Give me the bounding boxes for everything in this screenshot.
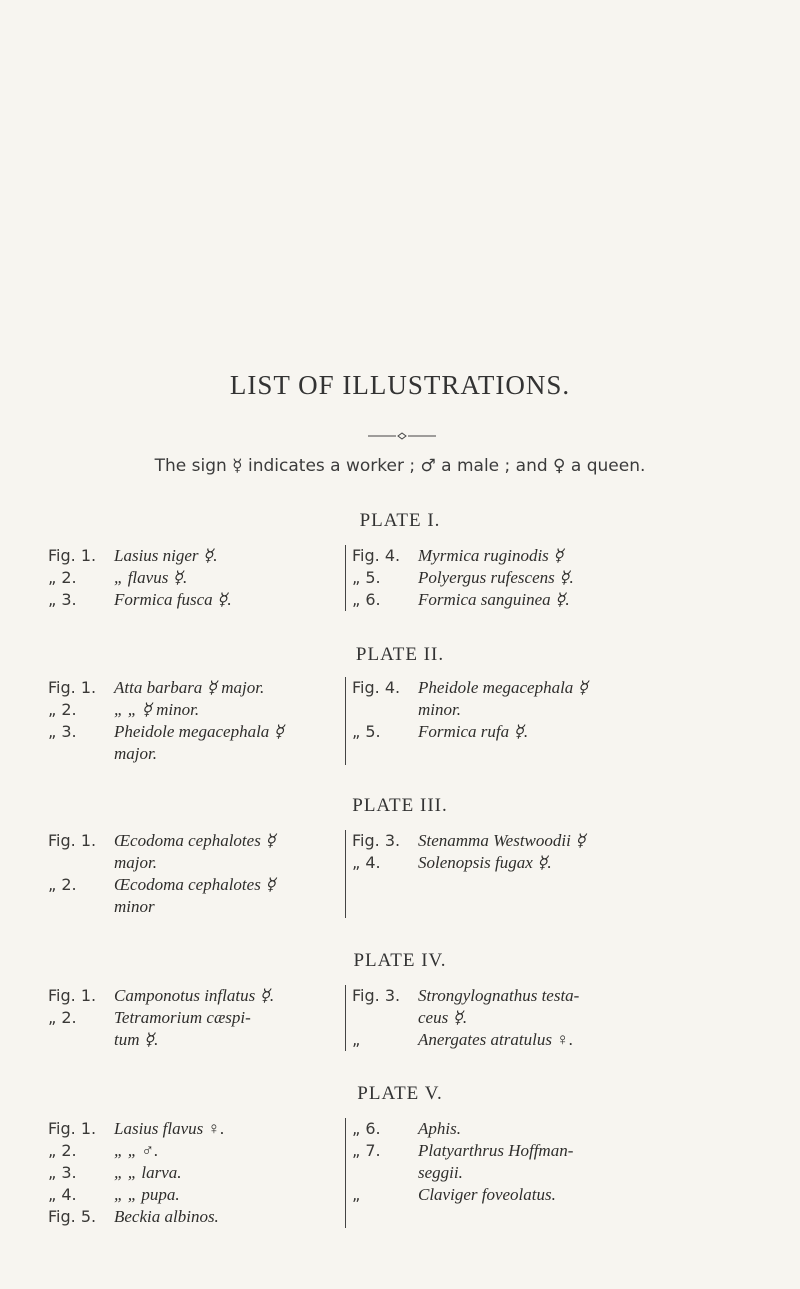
ornament-divider [368,432,436,440]
figure-entry [48,721,338,743]
fig-label: „ 2. [48,1008,77,1027]
species-name: Formica fusca ☿. [114,590,232,609]
species-name: Platyarthrus Hoffman- [418,1141,574,1160]
figure-entry [352,985,672,1007]
fig-label: Fig. 4. [352,678,401,697]
column-divider [345,545,346,611]
fig-label: „ 2. [48,568,77,587]
species-name: Formica rufa ☿. [418,722,529,741]
plate-3-heading: PLATE III. [352,795,448,816]
figure-entry [352,1118,672,1140]
figure-entry [352,721,672,743]
species-name: Pheidole megacephala ☿ [114,722,284,741]
species-name: Lasius niger ☿. [114,546,218,565]
figure-entry [352,567,672,589]
figure-entry [352,1184,672,1206]
plate-1-left [48,545,338,611]
figure-entry [352,830,672,852]
species-name-continuation: tum ☿. [114,1030,159,1049]
plate-1-heading: PLATE I. [359,510,441,531]
fig-label: „ 6. [352,1119,381,1138]
species-name: Camponotus inflatus ☿. [114,986,275,1005]
figure-entry [48,567,338,589]
figure-entry [352,1140,672,1162]
fig-label: „ 3. [48,722,77,741]
plate-5-left [48,1118,338,1228]
species-name: Lasius flavus ♀. [114,1119,225,1138]
figure-entry [48,1206,338,1228]
fig-label: „ 4. [352,853,381,872]
page-title: LIST OF ILLUSTRATIONS. [229,370,571,400]
fig-label: „ 3. [48,590,77,609]
species-name: „ flavus ☿. [114,568,188,587]
fig-label: Fig. 1. [48,1119,97,1138]
fig-label: „ 6. [352,590,381,609]
fig-label: Fig. 3. [352,986,401,1005]
figure-entry [48,677,338,699]
species-name-continuation: major. [114,744,157,763]
figure-entry [48,874,338,896]
figure-entry [48,1184,338,1206]
fig-label: „ 2. [48,875,77,894]
species-name: „ „ pupa. [114,1185,180,1204]
plate-2-heading: PLATE II. [355,644,445,665]
plate-4-right [352,985,672,1051]
species-name: Aphis. [418,1119,461,1138]
plate-2-left [48,677,338,765]
figure-entry [48,1140,338,1162]
species-name: Tetramorium cæspi- [114,1008,251,1027]
column-divider [345,985,346,1051]
fig-label: Fig. 1. [48,678,97,697]
fig-label: Fig. 1. [48,986,97,1005]
species-name: Atta barbara ☿ major. [114,678,265,697]
plate-2-right [352,677,672,743]
species-name: „ „ larva. [114,1163,182,1182]
figure-entry [48,699,338,721]
species-name: Œcodoma cephalotes ☿ [114,875,276,894]
species-name-continuation: minor [114,897,155,916]
figure-entry [48,589,338,611]
column-divider [345,677,346,765]
plate-5-heading: PLATE V. [357,1083,443,1104]
fig-label: „ 7. [352,1141,381,1160]
species-name: Beckia albinos. [114,1207,219,1226]
species-name: Claviger foveolatus. [418,1185,556,1204]
species-name: Formica sanguinea ☿. [418,590,570,609]
plate-4-left [48,985,338,1051]
figure-entry [352,1029,672,1051]
species-name: Stenamma Westwoodii ☿ [418,831,586,850]
column-divider [345,830,346,918]
fig-label: „ 5. [352,722,381,741]
fig-label: „ [352,1030,361,1049]
fig-label: „ 2. [48,700,77,719]
fig-label: Fig. 4. [352,546,401,565]
figure-entry [48,985,338,1007]
species-name: Anergates atratulus ♀. [418,1030,574,1049]
plate-1-right [352,545,672,611]
plate-5-right [352,1118,672,1206]
figure-entry [352,545,672,567]
plate-4-heading: PLATE IV. [353,950,447,971]
fig-label: „ 4. [48,1185,77,1204]
figure-entry [352,677,672,699]
species-name-continuation: minor. [418,700,461,719]
fig-label: Fig. 1. [48,831,97,850]
figure-entry [48,545,338,567]
fig-label: Fig. 3. [352,831,401,850]
species-name: Polyergus rufescens ☿. [418,568,574,587]
figure-entry [352,589,672,611]
species-name: Myrmica ruginodis ☿ [418,546,564,565]
species-name-continuation: ceus ☿. [418,1008,468,1027]
species-name-continuation: major. [114,853,157,872]
figure-entry [352,852,672,874]
species-name-continuation: seggii. [418,1163,463,1182]
plate-3-left [48,830,338,918]
fig-label: „ [352,1185,361,1204]
figure-entry [48,1118,338,1140]
fig-label: „ 5. [352,568,381,587]
species-name: Œcodoma cephalotes ☿ [114,831,276,850]
species-name: „ „ ♂. [114,1141,159,1160]
fig-label: Fig. 1. [48,546,97,565]
species-name: „ „ ☿ minor. [114,700,200,719]
figure-entry [48,830,338,852]
plate-3-right [352,830,672,874]
figure-entry [48,1162,338,1184]
species-name: Pheidole megacephala ☿ [418,678,588,697]
fig-label: „ 3. [48,1163,77,1182]
species-name: Strongylognathus testa- [418,986,580,1005]
fig-label: „ 2. [48,1141,77,1160]
symbol-legend: The sign ☿ indicates a worker ; ♂ a male ; and ♀ a queen. [154,456,646,476]
figure-entry [48,1007,338,1029]
fig-label: Fig. 5. [48,1207,97,1226]
species-name: Solenopsis fugax ☿. [418,853,552,872]
column-divider [345,1118,346,1228]
